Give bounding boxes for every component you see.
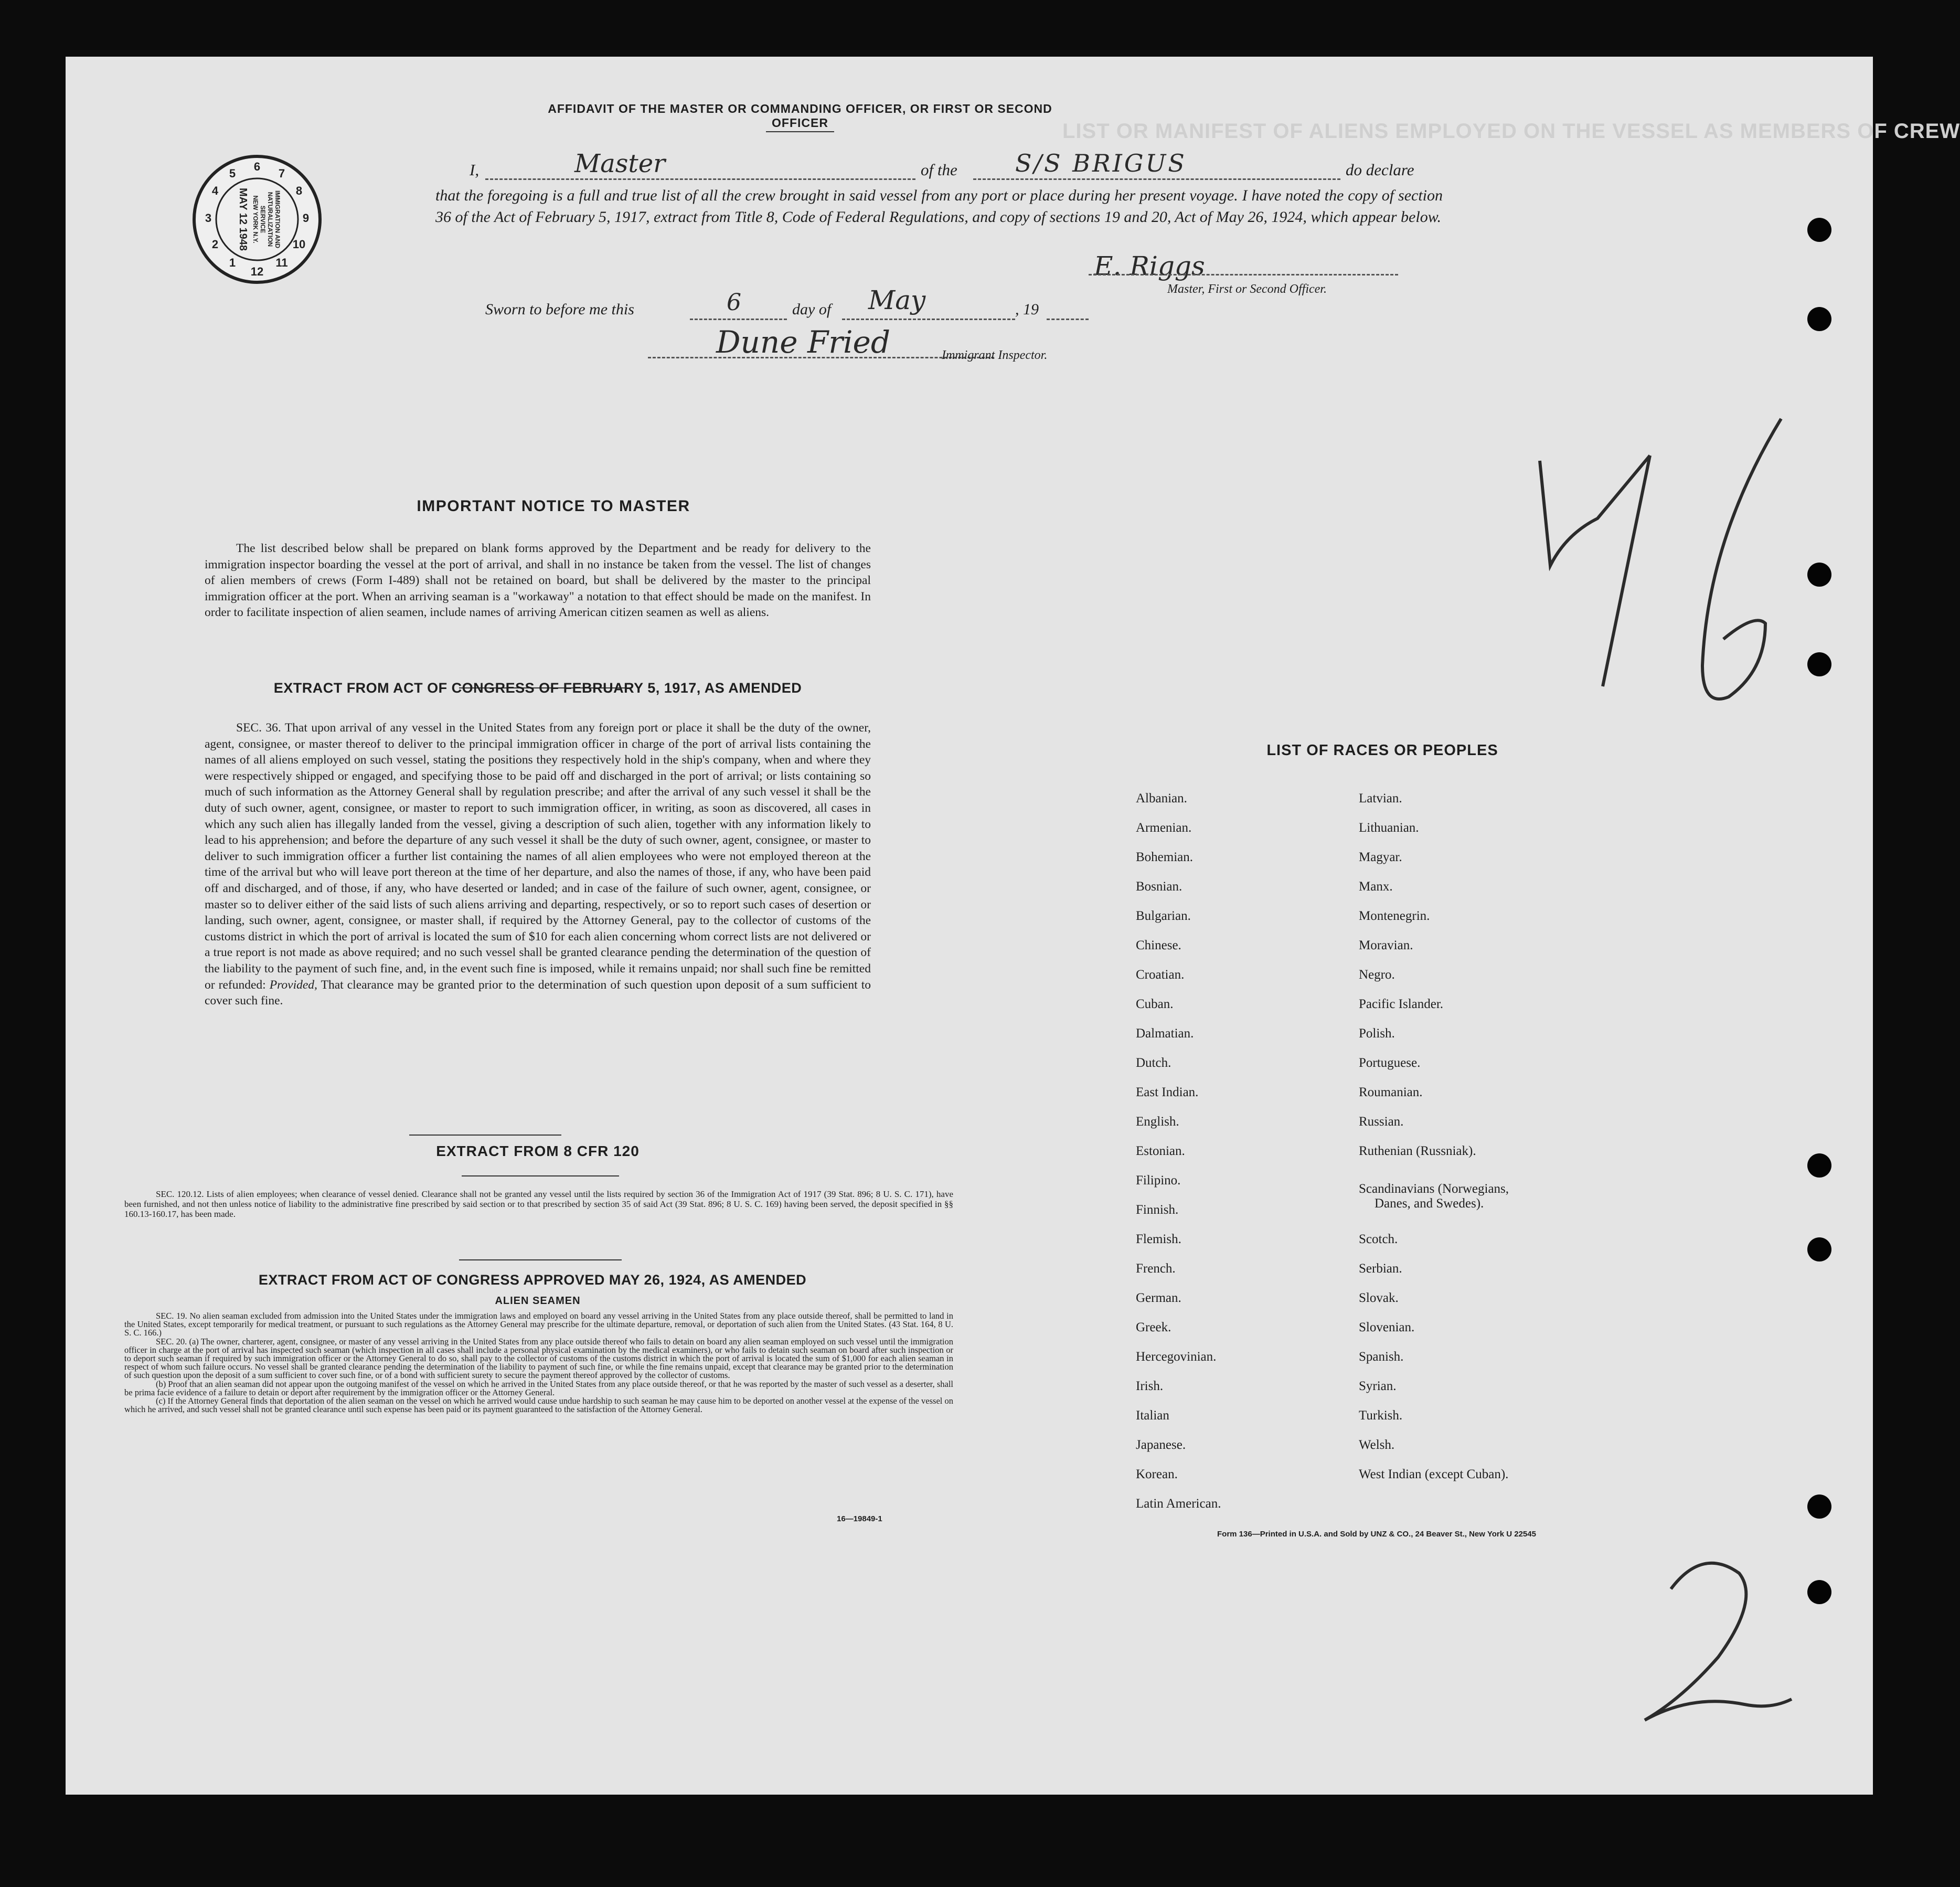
svg-text:6: 6 [253, 160, 261, 173]
race-item: Manx. [1359, 879, 1393, 894]
day-handwriting: 6 [727, 289, 741, 316]
race-item: Polish. [1359, 1026, 1395, 1041]
proviso-label: Provided, [269, 978, 317, 992]
race-item: Russian. [1359, 1115, 1404, 1129]
race-item: Albanian. [1136, 791, 1187, 805]
sec-20c-text: (c) If the Attorney General finds that deportation of the alien seaman on the vessel on which he arrived would cause undue hardship to such seaman he may cause him to be deported on another vessel at the expense of the vessel on which he arrived, and such vessel shall not be granted clearance until such expense has been paid or its payment guaranteed to the satisfaction of the Attorney General. [124, 1396, 953, 1415]
race-item: Cuban. [1136, 997, 1174, 1011]
race-item: Turkish. [1359, 1408, 1403, 1423]
punch-hole-icon [1807, 1153, 1831, 1178]
race-item: Spanish. [1359, 1350, 1404, 1364]
line1-prefix: I, [470, 161, 480, 179]
race-item: Estonian. [1136, 1144, 1185, 1158]
race-item: Finnish. [1136, 1203, 1179, 1217]
inspector-signature: Dune Fried [716, 324, 890, 360]
year-field [1047, 301, 1089, 320]
race-item: Serbian. [1359, 1261, 1402, 1276]
document-page [66, 57, 1960, 1795]
race-item: Irish. [1136, 1379, 1164, 1393]
svg-text:1: 1 [229, 256, 236, 269]
received-stamp [191, 154, 323, 285]
race-item: Danes, and Swedes). [1375, 1196, 1484, 1211]
race-item: Syrian. [1359, 1379, 1397, 1393]
sec-20a-text: SEC. 20. (a) The owner, charterer, agent, consignee, or master of any vessel arriving in the United States from any place outside thereof who fails to detain on board any alien seaman employed on such vessel until the immigration officer in charge at the port of arrival has inspected such seaman (which inspection in all cases shall include a personal physical examination by the medical examiners), or who fails to detain such seaman on board after such inspection or to deport such seaman if required by such immigration officer or the Attorney General to do so, shall pay to the collector of customs of the customs district in which the port of arrival is located the sum of $1,000 for each alien seaman in respect of whom such failure occurs. No vessel shall be granted clearance pending the determination of the liability to payment of such fine, or while the fine remains unpaid, except that clearance may be granted prior to the determination of such question upon the deposit of a sum sufficient to cover such fine, or of a bond with sufficient surety to secure the payment thereof approved by the collector of customs. [124, 1336, 953, 1381]
race-item: Moravian. [1359, 938, 1413, 952]
race-item: Armenian. [1136, 821, 1192, 835]
race-item: Roumanian. [1359, 1085, 1423, 1099]
race-item: Slovenian. [1359, 1320, 1415, 1334]
extract-1924-subtitle: ALIEN SEAMEN [495, 1295, 581, 1307]
printer-footer: Form 136—Printed in U.S.A. and Sold by UNZ & CO., 24 Beaver St., New York U 22545 [1217, 1530, 1536, 1539]
section-rule-4 [459, 1259, 622, 1260]
race-item: Bohemian. [1136, 850, 1194, 864]
race-item: Chinese. [1136, 938, 1181, 952]
race-item: Croatian. [1136, 968, 1185, 982]
svg-text:11: 11 [275, 256, 288, 269]
punch-hole-icon [1807, 307, 1831, 331]
race-item: Dalmatian. [1136, 1026, 1194, 1041]
svg-text:7: 7 [278, 167, 285, 180]
race-item: East Indian. [1136, 1085, 1199, 1099]
race-item: Montenegrin. [1359, 909, 1430, 923]
race-item: Ruthenian (Russniak). [1359, 1144, 1476, 1158]
sec-36-text: That upon arrival of any vessel in the United States from any foreign port or place it shall be the duty of the owner, agent, consignee, or master thereof to deliver to the principal immigration officer in charge of the port of arrival lists containing the names of all aliens employed on such vessel, stating the positions they respectively hold in the ship's company, when and where they were respectively shipped or engaged, and specifying those to be paid off and discharged in the port of arrival; or lists containing so much of such information as the Attorney General shall by regulation prescribe; and after the arrival of any such vessel it shall be the duty of such owner, agent, consignee, or master to report to such immigration officer, in writing, as soon as discovered, all cases in which any such alien has illegally landed from the vessel, giving a description of such alien, together with any information likely to lead to his apprehension; and before the departure of any such vessel it shall be the duty of such owner, agent, consignee, or master to deliver to such immigration officer a further list containing the names of all alien employees who were not employed thereon at the time of the arrival but who will leave port thereon at the time of her departure, and also the names of those, if any, who have been paid off and discharged, and of those, if any, who have deserted or landed; and in case of the failure of such owner, agent, consignee, or master so to deliver either of the said lists of such aliens arriving and departing, respectively, or so to report such cases of desertion or landing, such owner, agent, consignee, or master shall, if required by the Attorney General, pay to the collector of customs of the customs district in which the port of arrival is located the sum of $10 for each alien concerning whom correct lists are not delivered or a true report is not made as above required; and no such vessel shall be granted clearance pending the determination of the question of the liability to the payment of such fine, and, in the event such fine is imposed, while it remains unpaid; nor shall such fine be remitted or refunded: [205, 721, 871, 992]
svg-text:5: 5 [229, 167, 236, 180]
day-of-text: day of [792, 301, 832, 318]
sec-19-text: SEC. 19. No alien seaman excluded from admission into the United States under the immigration laws and employed on board any vessel arriving in the United States from any place outside thereof, shall be permitted to land in the United States, except temporarily for medical treatment, or pursuant to such regulations as the Attorney General may prescribe for the ultimate departure, removal, or deportation of such alien from the United States. (43 Stat. 164, 8 U. S. C. 166.) [124, 1311, 953, 1338]
svg-text:8: 8 [295, 184, 303, 197]
folio-number [1493, 393, 1828, 770]
proviso-text: That clearance may be granted prior to the determination of such question upon deposit of a sum sufficient to cover such fine. [205, 978, 871, 1008]
stamp-seal-icon [191, 154, 323, 285]
affidavit-title: AFFIDAVIT OF THE MASTER OR COMMANDING OFFICER, OR FIRST OR SECOND OFFICER [548, 102, 1052, 130]
notice-text: The list described below shall be prepared on blank forms approved by the Department and be ready for delivery to the immigration inspector boarding the vessel at the port of arrival, and shall in no instance be taken from the vessel. The list of changes of alien members of crews (Form I-489) shall not be retained on board, but shall be delivered by the master to the principal immigration officer at the port. When an arriving seaman is a "workaway" a notation to that effect should be made on the manifest. In order to facilitate inspection of alien seamen, include names of arriving American citizen seamen as well as aliens. [205, 542, 871, 619]
handwritten-two-icon [1639, 1542, 1797, 1741]
race-item: Korean. [1136, 1467, 1178, 1481]
bleed-through-header: LIST OR MANIFEST OF ALIENS EMPLOYED ON THE VESSEL AS MEMBERS OF CREW [1062, 120, 1960, 143]
extract-1917-title: EXTRACT FROM ACT OF CONGRESS OF FEBRUARY 5, 1917, AS AMENDED [273, 680, 802, 696]
punch-hole-icon [1807, 563, 1831, 587]
svg-text:9: 9 [302, 211, 310, 225]
svg-text:MAY 12 1948: MAY 12 1948 [237, 187, 249, 251]
race-item: Latvian. [1359, 791, 1402, 805]
master-signature-line [1089, 273, 1398, 275]
affidavit-body: that the foregoing is a full and true list of all the crew brought in said vessel from any port or place during her present voyage. I have noted the copy of section 36 of the Act of February 5, 1917, extract from Title 8, Code of Federal Regulations, and copy of sections 19 and 20, Act of May 26, 1924, which appear below. [435, 187, 1443, 226]
race-item: Scotch. [1359, 1232, 1398, 1246]
sworn-line [485, 285, 1220, 324]
svg-text:NATURALIZATION: NATURALIZATION [267, 192, 274, 247]
stamp-line: IMMIGRATION AND [274, 190, 281, 248]
master-signature: E. Riggs [1094, 251, 1205, 281]
line1-mid: of the [921, 161, 957, 179]
notice-title: IMPORTANT NOTICE TO MASTER [417, 497, 690, 515]
race-item: Flemish. [1136, 1232, 1181, 1246]
affidavit-line-1 [470, 149, 1519, 182]
title-rule [766, 131, 834, 132]
svg-text:SERVICE: SERVICE [259, 205, 267, 234]
races-title: LIST OF RACES OR PEOPLES [1266, 742, 1498, 759]
punch-hole-icon [1807, 1237, 1831, 1261]
line1-suffix: do declare [1346, 161, 1414, 179]
punch-hole-icon [1807, 1580, 1831, 1604]
sec-36-label: SEC. 36. [236, 721, 281, 735]
extract-1924-body [124, 1312, 953, 1414]
race-item: Hercegovinian. [1136, 1350, 1217, 1364]
race-item: Magyar. [1359, 850, 1402, 864]
extract-cfr-title: EXTRACT FROM 8 CFR 120 [436, 1143, 640, 1159]
vessel-name-handwriting: S/S BRIGUS [1015, 149, 1187, 177]
race-item: Italian [1136, 1408, 1169, 1423]
inspector-caption: Immigrant Inspector. [942, 348, 1048, 362]
master-name-field [485, 161, 915, 180]
race-item: Filipino. [1136, 1173, 1181, 1188]
master-name-handwriting: Master [574, 149, 666, 178]
sec-20b-text: (b) Proof that an alien seaman did not appear upon the outgoing manifest of the vessel on which he arrived in the United States from any place outside thereof, or that he was reported by the master of such vessel as a deserter, shall be prima facie evidence of a failure to detain or deport after requirement by the immigration officer or the Attorney General. [124, 1379, 953, 1397]
race-item: German. [1136, 1291, 1181, 1305]
punch-hole-icon [1807, 218, 1831, 242]
year-prefix: , 19 [1015, 301, 1039, 318]
section-rule-3 [462, 1175, 619, 1176]
svg-text:10: 10 [292, 238, 306, 251]
race-item: Bulgarian. [1136, 909, 1191, 923]
race-item: Greek. [1136, 1320, 1171, 1334]
svg-text:NEW YORK N.Y.: NEW YORK N.Y. [252, 195, 259, 243]
race-item: Dutch. [1136, 1056, 1171, 1070]
master-caption: Master, First or Second Officer. [1167, 282, 1327, 296]
handwritten-number-icon [1493, 393, 1828, 770]
race-item: Bosnian. [1136, 879, 1183, 894]
punch-hole-icon [1807, 652, 1831, 676]
form-code: 16—19849-1 [837, 1514, 882, 1523]
races-right-column [1359, 791, 1621, 1578]
extract-1924-title: EXTRACT FROM ACT OF CONGRESS APPROVED MAY 26, 1924, AS AMENDED [258, 1272, 807, 1288]
races-left-column [1136, 791, 1346, 1578]
section-rule-2 [409, 1135, 561, 1136]
svg-text:12: 12 [250, 265, 264, 278]
race-item: Pacific Islander. [1359, 997, 1444, 1011]
race-item: English. [1136, 1115, 1179, 1129]
svg-text:2: 2 [211, 238, 219, 251]
svg-text:3: 3 [205, 211, 212, 225]
race-item: Slovak. [1359, 1291, 1399, 1305]
race-item: French. [1136, 1261, 1176, 1276]
page-number-handwriting [1639, 1542, 1797, 1741]
race-item: Japanese. [1136, 1438, 1186, 1452]
svg-text:4: 4 [211, 184, 219, 197]
race-item: Scandinavians (Norwegians, [1359, 1182, 1509, 1196]
sworn-text: Sworn to before me this [485, 301, 634, 318]
race-item: Lithuanian. [1359, 821, 1419, 835]
race-item: West Indian (except Cuban). [1359, 1467, 1509, 1481]
race-item: Portuguese. [1359, 1056, 1421, 1070]
race-item: Negro. [1359, 968, 1395, 982]
race-item: Latin American. [1136, 1497, 1221, 1511]
extract-1917-body [205, 720, 871, 1009]
punch-hole-icon [1807, 1494, 1831, 1519]
race-item: Welsh. [1359, 1438, 1395, 1452]
month-handwriting: May [868, 285, 926, 315]
extract-cfr-body: SEC. 120.12. Lists of alien employees; when clearance of vessel denied. Clearance shall not be granted any vessel until the lists required by section 36 of the Immigration Act of 1917 (39 Stat. 896; 8 U. S. C. 171), have been furnished, and not then unless notice of liability to the administrative fine prescribed by said section or to that prescribed by section 35 of said Act (39 Stat. 896; 8 U. S. C. 169) having been served, the deposit specified in §§ 160.13-160.17, has been made. [124, 1189, 953, 1219]
